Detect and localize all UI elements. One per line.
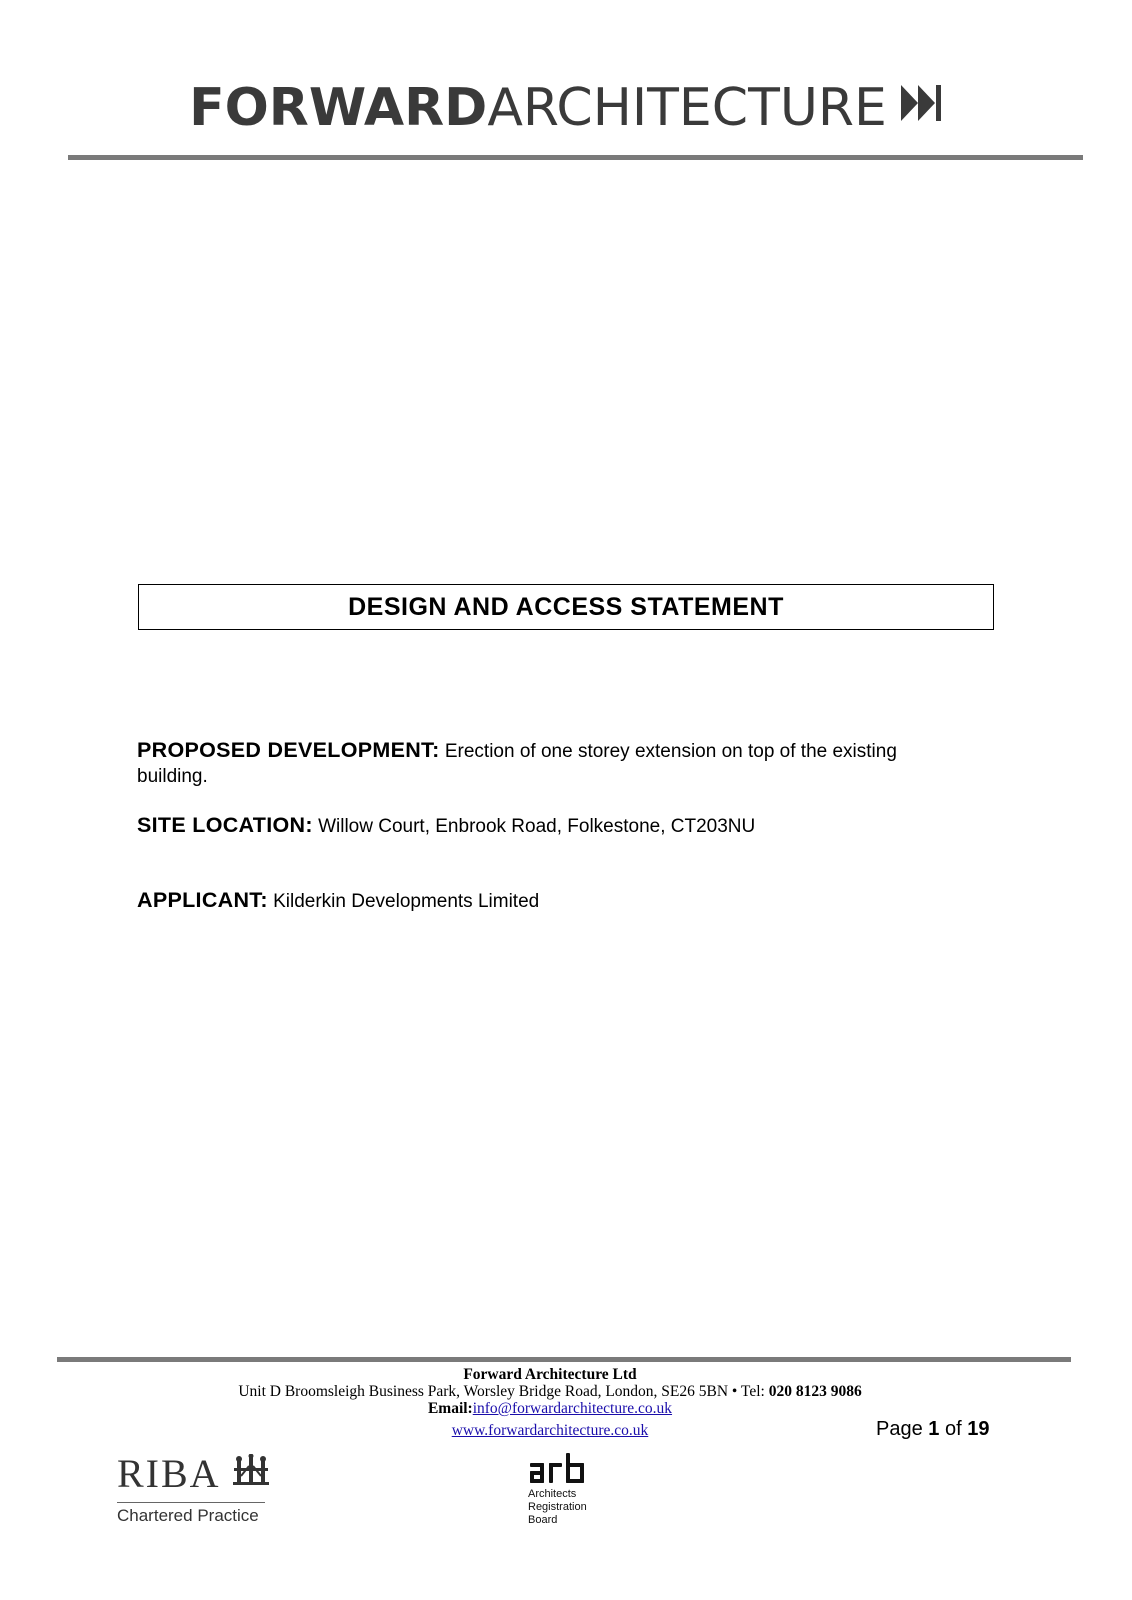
site-location-label: SITE LOCATION: (137, 813, 313, 837)
footer-email-link[interactable]: info@forwardarchitecture.co.uk (472, 1400, 673, 1417)
applicant-label: APPLICANT: (137, 888, 268, 912)
riba-lions-icon (231, 1454, 271, 1495)
applicant-field (137, 888, 957, 914)
arb-line-3: Board (528, 1514, 558, 1526)
page-of: of (944, 1418, 962, 1440)
site-location-value: Willow Court, Enbrook Road, Folkestone, CT203NU (318, 816, 756, 837)
riba-wordmark: RIBA (117, 1451, 221, 1496)
header-rule (68, 155, 1083, 160)
footer-tel-label: • Tel: (731, 1383, 765, 1400)
riba-subtitle: Chartered Practice (117, 1506, 259, 1525)
page-number (876, 1418, 989, 1441)
footer-email-line (0, 1400, 1100, 1417)
riba-logo (117, 1452, 271, 1496)
footer-website-link[interactable]: www.forwardarchitecture.co.uk (451, 1422, 649, 1439)
proposed-development-label: PROPOSED DEVELOPMENT: (137, 738, 440, 762)
footer-rule (57, 1357, 1071, 1362)
proposed-development-value: Erection of one storey extension on top of the existing building. (137, 741, 897, 787)
footer-company: Forward Architecture Ltd (463, 1366, 637, 1383)
footer-address: Unit D Broomsleigh Business Park, Worsley Bridge Road, London, SE26 5BN (238, 1383, 729, 1400)
proposed-development-field (137, 738, 957, 789)
arb-line-1: Architects (528, 1488, 577, 1500)
logo-bold-text: FORWARD (189, 78, 488, 138)
document-title: DESIGN AND ACCESS STATEMENT (138, 584, 994, 630)
riba-divider (117, 1502, 265, 1503)
footer-tel: 020 8123 9086 (768, 1383, 862, 1400)
applicant-value: Kilderkin Developments Limited (273, 891, 540, 912)
footer-email-label: Email: (427, 1400, 473, 1417)
logo-light-text: ARCHITECTURE (487, 78, 887, 138)
company-logo (0, 78, 1132, 138)
footer-address-line (0, 1383, 1100, 1400)
fast-forward-icon (899, 76, 943, 136)
arb-text (528, 1488, 587, 1527)
arb-logo-icon (528, 1453, 592, 1492)
page-total: 19 (967, 1418, 990, 1440)
page-current: 1 (928, 1418, 940, 1440)
arb-line-2: Registration (528, 1501, 587, 1513)
site-location-field (137, 813, 957, 839)
page-label: Page (876, 1418, 923, 1440)
